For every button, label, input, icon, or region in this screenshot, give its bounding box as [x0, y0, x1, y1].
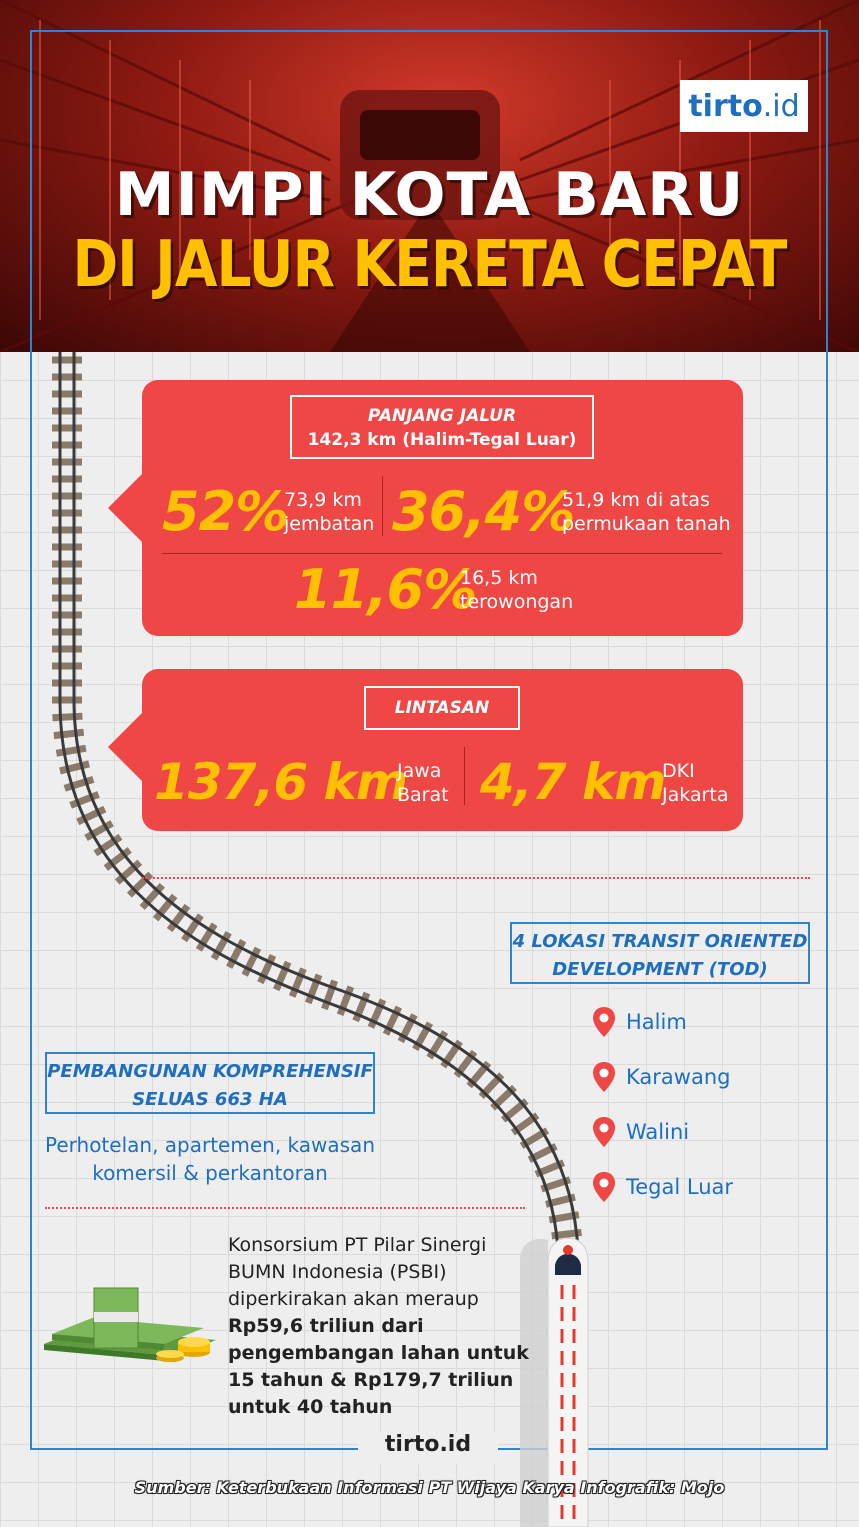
pct-jembatan: 52%	[162, 480, 289, 543]
tod-heading-1: 4 LOKASI TRANSIT ORIENTED	[512, 931, 808, 952]
pct-permukaan: 36,4%	[392, 480, 575, 543]
railway-tie	[52, 425, 82, 432]
pembangunan-desc-2: komersil & perkantoran	[92, 1161, 328, 1185]
railway-tie	[52, 357, 82, 364]
pct-terowongan: 11,6%	[294, 558, 477, 621]
konsorsium-bold-1: Rp59,6 triliun dari	[228, 1315, 424, 1337]
railway-tie	[52, 476, 82, 483]
railway-tie	[454, 1050, 478, 1078]
railway-tie	[52, 544, 82, 551]
railway-tie	[52, 578, 82, 585]
jawa-label-2: Barat	[397, 784, 449, 806]
railway-tie	[52, 646, 82, 653]
tod-location-tegal-luar	[592, 1171, 733, 1203]
km-dki-jakarta: 4,7 km	[480, 753, 666, 811]
railway-tie	[511, 1112, 540, 1135]
lintasan-heading: LINTASAN	[394, 698, 490, 718]
brand-name: tirto	[688, 88, 763, 124]
map-pin-icon	[592, 1061, 616, 1093]
jawa-label-1: Jawa	[397, 760, 442, 782]
location-name: Walini	[626, 1120, 690, 1144]
railway-tie	[52, 663, 82, 670]
konsorsium-bold-3: 15 tahun & Rp179,7 triliun	[228, 1369, 514, 1391]
panjang-jalur-heading: PANJANG JALUR	[367, 406, 517, 426]
pembangunan-heading-1: PEMBANGUNAN KOMPREHENSIF	[47, 1061, 373, 1082]
railway-tie	[54, 729, 85, 739]
lintasan-card	[142, 669, 743, 831]
money-stack-icon	[44, 1282, 216, 1366]
railway-tie	[466, 1061, 491, 1088]
pembangunan-desc-1: Perhotelan, apartemen, kawasan	[45, 1133, 375, 1157]
panjang-jalur-card	[142, 380, 743, 636]
konsorsium-line-3: diperkirakan akan meraup	[228, 1288, 479, 1310]
railway-tie	[52, 459, 82, 466]
lintasan-label	[364, 686, 520, 730]
jembatan-km: 73,9 km	[284, 489, 362, 511]
railway-tie	[52, 374, 82, 381]
jembatan-label: jembatan	[284, 513, 375, 535]
railway-tie	[479, 1072, 505, 1099]
km-jawa-barat: 137,6 km	[154, 753, 407, 811]
dki-label-1: DKI	[662, 760, 695, 782]
railway-tie	[52, 442, 82, 449]
map-pin-icon	[592, 1116, 616, 1148]
railway-tie	[52, 612, 82, 619]
map-pin-icon	[592, 1171, 616, 1203]
divider-1	[142, 877, 810, 879]
konsorsium-line-2: BUMN Indonesia (PSBI)	[228, 1261, 447, 1283]
tod-location-karawang	[592, 1061, 730, 1093]
terowongan-label: terowongan	[460, 591, 574, 613]
railway-tie	[52, 493, 82, 500]
tod-label	[510, 922, 810, 984]
location-name: Halim	[626, 1010, 687, 1034]
railway-tie	[56, 745, 87, 757]
source-credit: Sumber: Keterbukaan Informasi PT Wijaya Karya Infografik: Mojo	[134, 1478, 725, 1497]
konsorsium-bold-4: untuk 40 tahun	[228, 1396, 393, 1418]
title-line-1: MIMPI KOTA BARU	[114, 160, 745, 230]
brand-suffix: .id	[762, 88, 800, 124]
railway-tie	[501, 1098, 529, 1122]
terowongan-km: 16,5 km	[460, 567, 538, 589]
railway-tie	[52, 408, 82, 415]
railway-tie	[52, 561, 82, 568]
konsorsium-bold-2: pengembangan lahan untuk	[228, 1342, 529, 1364]
map-pin-icon	[592, 1006, 616, 1038]
railway-tie	[52, 713, 82, 722]
divider-2	[45, 1207, 525, 1209]
footer-brand: tirto.id	[358, 1432, 498, 1464]
location-name: Karawang	[626, 1065, 731, 1089]
panjang-jalur-label	[290, 395, 594, 459]
tod-location-halim	[592, 1006, 687, 1038]
railway-tie	[52, 629, 82, 636]
pembangunan-desc	[45, 1131, 375, 1187]
pembangunan-heading-2: SELUAS 663 HA	[132, 1089, 288, 1110]
pembangunan-label	[45, 1052, 375, 1114]
railway-tie	[59, 761, 90, 775]
konsorsium-line-1: Konsorsium PT Pilar Sinergi	[228, 1234, 487, 1256]
permukaan-km: 51,9 km di atas	[562, 489, 710, 511]
title-line-2: DI JALUR KERETA CEPAT	[72, 228, 787, 302]
permukaan-label: permukaan tanah	[562, 513, 731, 535]
railway-tie	[52, 527, 82, 534]
railway-tie	[52, 680, 82, 687]
konsorsium-text	[228, 1232, 548, 1421]
railway-tie	[490, 1085, 517, 1111]
panjang-jalur-subheading: 142,3 km (Halim-Tegal Luar)	[307, 430, 577, 450]
dki-label-2: Jakarta	[662, 784, 729, 806]
railway-tie	[52, 595, 82, 602]
railway-tie	[52, 696, 82, 703]
location-name: Tegal Luar	[626, 1175, 734, 1199]
railway-tie	[52, 391, 82, 398]
railway-tie	[52, 510, 82, 517]
tod-heading-2: DEVELOPMENT (TOD)	[552, 959, 768, 980]
tod-location-walini	[592, 1116, 689, 1148]
